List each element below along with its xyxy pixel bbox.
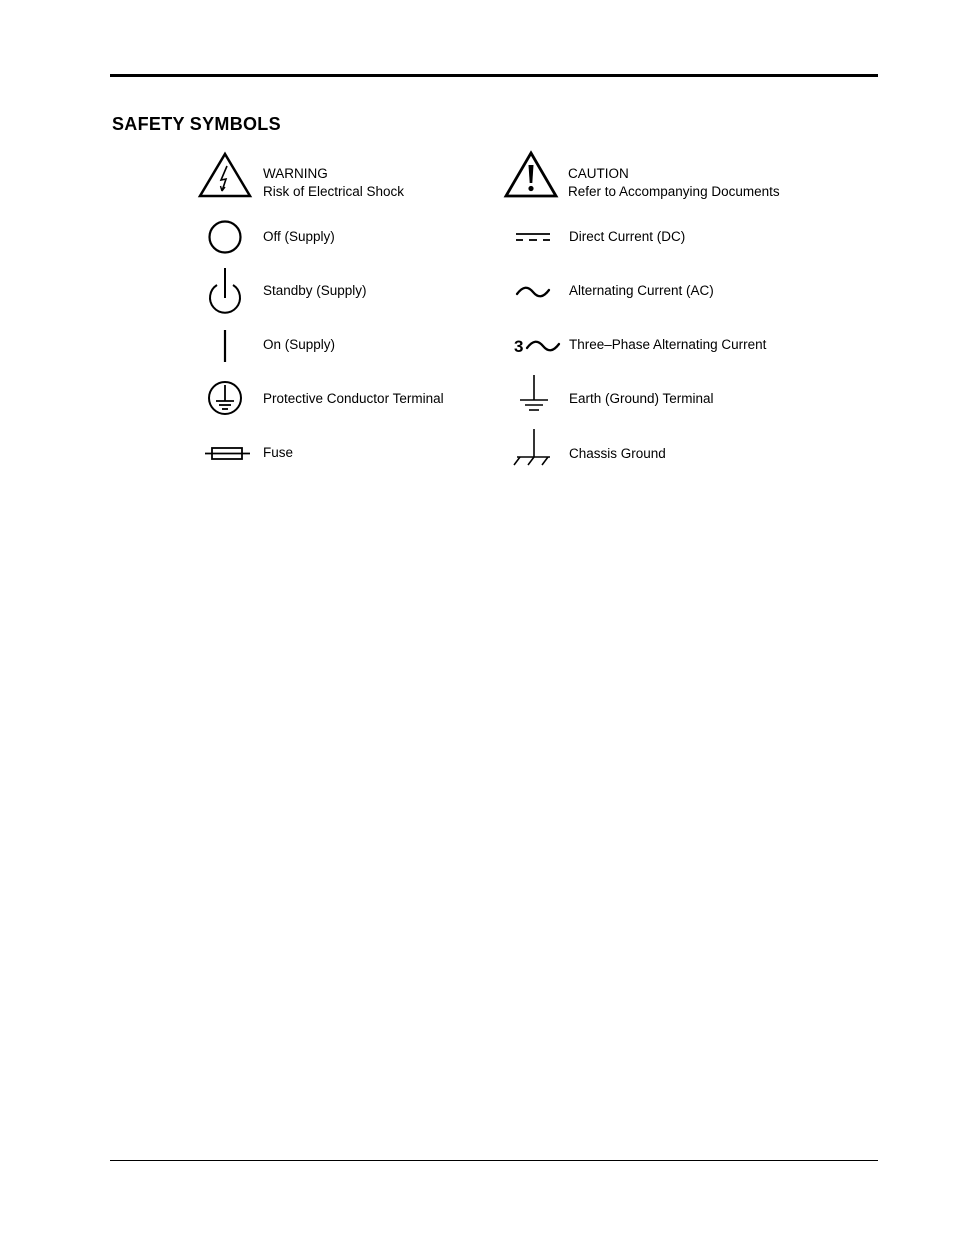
warning-description: Risk of Electrical Shock bbox=[263, 184, 405, 199]
fuse-icon bbox=[204, 444, 252, 464]
page-title: SAFETY SYMBOLS bbox=[112, 114, 281, 134]
protective-conductor-icon bbox=[206, 380, 244, 416]
on-supply-label: On (Supply) bbox=[263, 337, 336, 352]
three-phase-ac-label: Three–Phase Alternating Current bbox=[569, 337, 767, 352]
standby-supply-icon bbox=[205, 266, 245, 316]
footer-rule bbox=[110, 1160, 878, 1161]
header-rule bbox=[110, 74, 878, 77]
fuse-label: Fuse bbox=[263, 445, 294, 460]
direct-current-icon bbox=[514, 229, 552, 245]
three-phase-wave-icon bbox=[525, 338, 561, 354]
warning-electrical-shock-icon bbox=[197, 151, 253, 199]
alternating-current-icon bbox=[514, 283, 552, 301]
direct-current-label: Direct Current (DC) bbox=[569, 229, 686, 244]
earth-ground-label: Earth (Ground) Terminal bbox=[569, 391, 714, 406]
chassis-ground-label: Chassis Ground bbox=[569, 446, 666, 461]
warning-title: WARNING bbox=[263, 166, 328, 181]
alternating-current-label: Alternating Current (AC) bbox=[569, 283, 714, 298]
caution-description: Refer to Accompanying Documents bbox=[568, 184, 780, 199]
earth-ground-icon bbox=[517, 373, 551, 413]
warning-label bbox=[263, 165, 404, 201]
chassis-ground-icon bbox=[510, 427, 554, 467]
caution-title: CAUTION bbox=[568, 166, 629, 181]
three-phase-digit: 3 bbox=[514, 337, 524, 356]
off-supply-label: Off (Supply) bbox=[263, 229, 335, 244]
protective-conductor-label: Protective Conductor Terminal bbox=[263, 391, 444, 406]
caution-icon bbox=[503, 150, 559, 200]
off-supply-icon bbox=[206, 219, 244, 255]
on-supply-icon bbox=[220, 328, 230, 364]
three-phase-ac-icon bbox=[513, 336, 563, 360]
standby-supply-label: Standby (Supply) bbox=[263, 283, 367, 298]
caution-label bbox=[568, 165, 780, 201]
